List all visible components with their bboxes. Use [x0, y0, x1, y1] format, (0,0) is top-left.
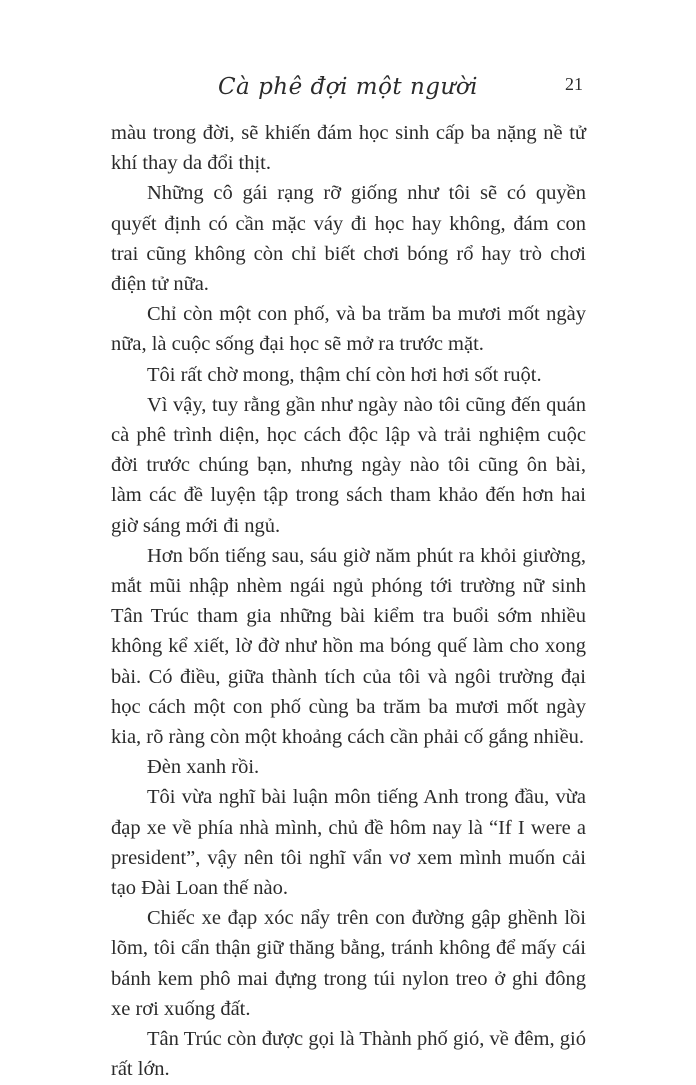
body-text [111, 118, 586, 1085]
paragraph: Tân Trúc còn được gọi là Thành phố gió, về đêm, gió rất lớn. [111, 1028, 586, 1081]
paragraph-continued: màu trong đời, sẽ khiến đám học sinh cấp ba nặng nề tử khí thay da đổi thịt. [111, 122, 586, 175]
paragraph: Những cô gái rạng rỡ giống như tôi sẽ có quyền quyết định có cần mặc váy đi học hay không, đám con trai cũng không còn chỉ biết chơi bóng rổ hay trò chơi điện tử nữa. [111, 182, 586, 296]
running-header [0, 70, 696, 106]
paragraph: Tôi rất chờ mong, thậm chí còn hơi hơi sốt ruột. [147, 363, 542, 386]
paragraph: Tôi vừa nghĩ bài luận môn tiếng Anh trong đầu, vừa đạp xe về phía nhà mình, chủ đề hôm nay là “If I were a president”, vậy nên tôi nghĩ vẩn vơ xem mình muốn cải tạo Đài Loan thế nào. [111, 786, 586, 900]
book-title: Cà phê đợi một người [217, 74, 479, 100]
paragraph: Chỉ còn một con phố, và ba trăm ba mươi mốt ngày nữa, là cuộc sống đại học sẽ mở ra trước mặt. [111, 303, 586, 356]
paragraph: Vì vậy, tuy rằng gần như ngày nào tôi cũng đến quán cà phê trình diện, học cách độc lập và trải nghiệm cuộc đời trước chúng bạn, nhưng ngày nào tôi cũng ôn bài, làm các đề luyện tập trong sách tham khảo đến hơn hai giờ sáng mới đi ngủ. [111, 393, 586, 537]
paragraph: Chiếc xe đạp xóc nẩy trên con đường gập ghềnh lồi lõm, tôi cẩn thận giữ thăng bằng, tránh không để mấy cái bánh kem phô mai đựng trong túi nylon treo ở ghi đông xe rơi xuống đất. [111, 907, 586, 1020]
paragraph: Hơn bốn tiếng sau, sáu giờ năm phút ra khỏi giường, mắt mũi nhập nhèm ngái ngủ phóng tới trường nữ sinh Tân Trúc tham gia những bài kiểm tra buổi sớm nhiều không kể xiết, lờ đờ như hồn ma bóng quế làm cho xong bài. Có điều, giữa thành tích của tôi và ngôi trường đại học cách một con phố cùng ba trăm ba mươi mốt ngày kia, rõ ràng còn một khoảng cách cần phải cố gắng nhiều. [111, 544, 586, 749]
paragraph: Đèn xanh rồi. [147, 756, 260, 779]
page-number: 21 [565, 74, 583, 94]
